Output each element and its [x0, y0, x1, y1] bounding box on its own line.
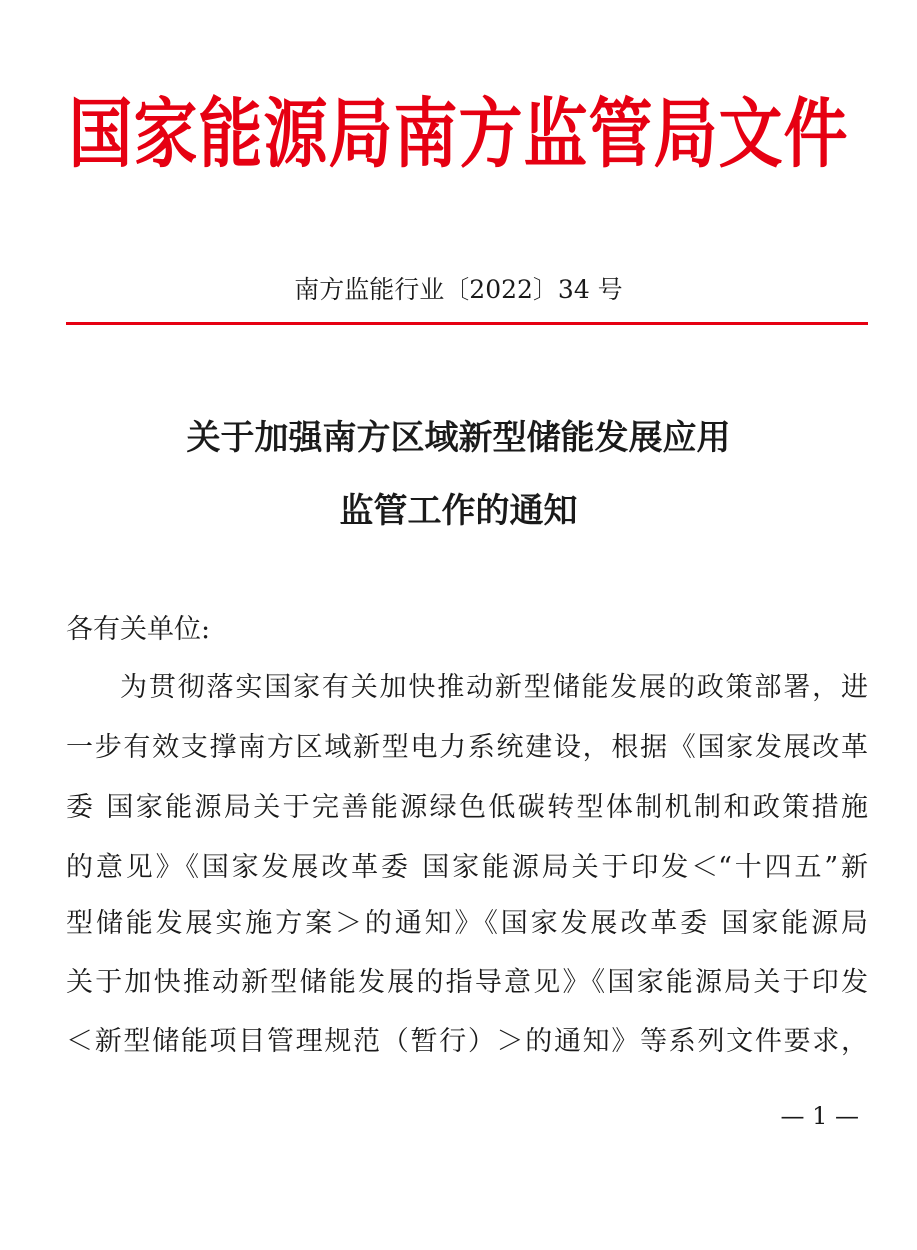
body-text-line: ＜新型储能项目管理规范（暂行）＞的通知》等系列文件要求， [66, 1026, 868, 1057]
red-separator-line [66, 322, 868, 325]
page-number: — 1 — [780, 1102, 859, 1130]
body-text-line: 的意见》《国家发展改革委 国家能源局关于印发＜“十四五”新 [66, 852, 868, 883]
body-text-line: 一步有效支撑南方区域新型电力系统建设，根据《国家发展改革 [66, 732, 868, 763]
document-title-line-2: 监管工作的通知 [339, 491, 578, 531]
body-text-line: 关于加快推动新型储能发展的指导意见》《国家能源局关于印发 [66, 967, 868, 998]
document-masthead: 国家能源局南方监管局文件 [68, 90, 849, 179]
document-title-line-1: 关于加强南方区域新型储能发展应用 [186, 418, 731, 458]
body-text-line: 委 国家能源局关于完善能源绿色低碳转型体制机制和政策措施 [66, 792, 868, 823]
salutation: 各有关单位: [66, 614, 211, 645]
document-number: 南方监能行业〔2022〕34 号 [294, 275, 623, 304]
body-text-line: 型储能发展实施方案＞的通知》《国家发展改革委 国家能源局 [66, 908, 868, 939]
body-text-line: 为贯彻落实国家有关加快推动新型储能发展的政策部署，进 [120, 672, 868, 703]
